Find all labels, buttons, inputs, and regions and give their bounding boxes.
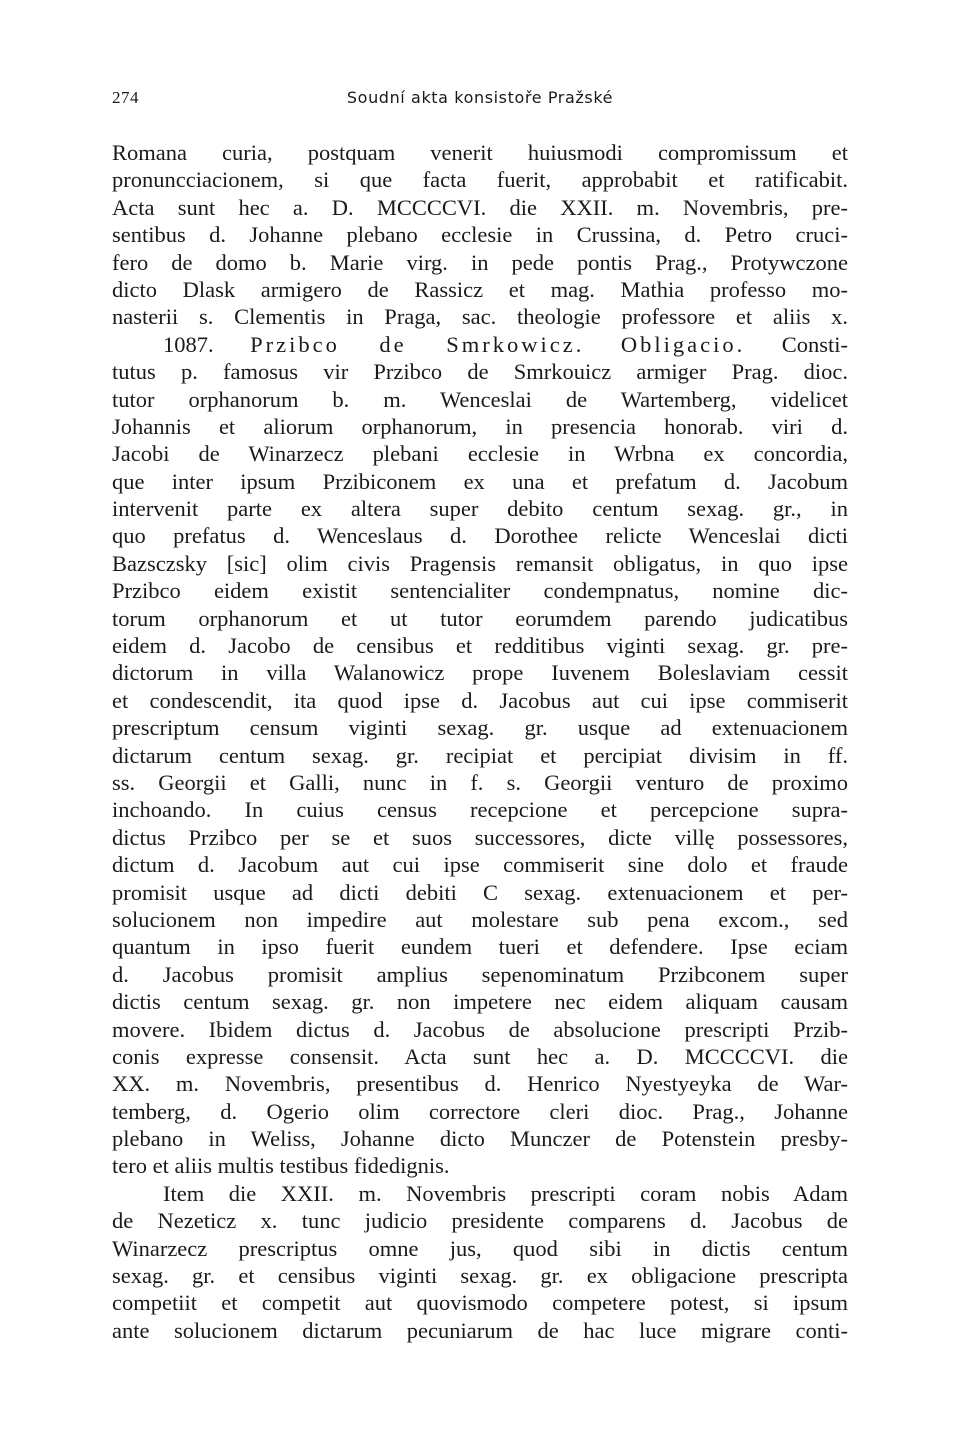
body-text [112, 139, 848, 1344]
text-line: ante solucionem dictarum pecuniarum de hac luce migrare conti- [112, 1317, 848, 1343]
text-line: Jacobi de Winarzecz plebani ecclesie in Wrbna ex concordia, [112, 441, 848, 467]
entry-number: 1087. [163, 331, 214, 357]
text-line: competiit et competit aut quovismodo competere potest, si ipsum [112, 1290, 848, 1316]
entry-heading-line [112, 331, 848, 358]
text-line: ss. Georgii et Galli, nunc in f. s. Georgii venturo de proximo [112, 769, 848, 795]
text-line: Johannis et aliorum orphanorum, in presencia honorab. viri d. [112, 413, 848, 439]
text-line: conis expresse consensit. Acta sunt hec a. D. MCCCCVI. die [112, 1043, 848, 1069]
text-line: Acta sunt hec a. D. MCCCCVI. die XXII. m. Novembris, pre- [112, 194, 848, 220]
text-line: quo prefatus d. Wenceslaus d. Dorothee relicte Wenceslai dicti [112, 523, 848, 549]
text-line: temberg, d. Ogerio olim correctore cleri dioc. Prag., Johanne [112, 1098, 848, 1124]
text-line: dictorum in villa Walanowicz prope Iuvenem Boleslaviam cessit [112, 660, 848, 686]
text-line: fero de domo b. Marie virg. in pede pontis Prag., Protywczone [112, 249, 848, 275]
text-line: XX. m. Novembris, presentibus d. Henrico Nyestyeyka de War- [112, 1071, 848, 1097]
text-line: prescriptum censum viginti sexag. gr. usque ad extenuacionem [112, 715, 848, 741]
text-line: d. Jacobus promisit amplius sepenominatum Przibconem super [112, 961, 848, 987]
text-line: Winarzecz prescriptus omne jus, quod sibi in dictis centum [112, 1235, 848, 1261]
text-line: et condescendit, ita quod ipse d. Jacobus aut cui ipse commiserit [112, 687, 848, 713]
page-header [112, 88, 848, 112]
text-line: Item die XXII. m. Novembris prescripti coram nobis Adam [163, 1180, 848, 1206]
text-line: solucionem non impedire aut molestare sub pena excom., sed [112, 906, 848, 932]
text-line: tero et aliis multis testibus fidedignis. [112, 1153, 450, 1179]
text-line: de Nezeticz x. tunc judicio presidente comparens d. Jacobus de [112, 1208, 848, 1234]
text-line: que inter ipsum Przibiconem ex una et prefatum d. Jacobum [112, 468, 848, 494]
entry-text-start: Consti- [781, 331, 849, 357]
text-line: plebano in Weliss, Johanne dicto Munczer de Potenstein presby- [112, 1126, 848, 1152]
text-line: promisit usque ad dicti debiti C sexag. extenuacionem et per- [112, 879, 848, 905]
text-line: Przibco eidem existit sentencialiter condempnatus, nomine dic- [112, 578, 848, 604]
text-line: nasterii s. Clementis in Praga, sac. theologie professore et aliis x. [112, 304, 848, 330]
text-line: intervenit parte ex altera super debito centum sexag. gr., in [112, 496, 848, 522]
text-line: inchoando. In cuius census recepcione et percepcione supra- [112, 797, 848, 823]
text-line: eidem d. Jacobo de censibus et redditibus viginti sexag. gr. pre- [112, 633, 848, 659]
text-line: quantum in ipso fuerit eundem tueri et defendere. Ipse eciam [112, 934, 848, 960]
text-line: sentibus d. Johanne plebano ecclesie in Crussina, d. Petro cruci- [112, 222, 848, 248]
text-line: dictis centum sexag. gr. non impetere nec eidem aliquam causam [112, 989, 848, 1015]
text-line: Bazsczsky [sic] olim civis Pragensis remansit obligatus, in quo ipse [112, 550, 848, 576]
text-line: dictarum centum sexag. gr. recipiat et percipiat divisim in ff. [112, 742, 848, 768]
text-line: dicto Dlask armigero de Rassicz et mag. Mathia professo mo- [112, 276, 848, 302]
text-line: sexag. gr. et censibus viginti sexag. gr. ex obligacione prescripta [112, 1263, 848, 1289]
text-line: Romana curia, postquam venerit huiusmodi compromissum et [112, 140, 848, 165]
text-line: torum orphanorum et ut tutor eorumdem parendo judicatibus [112, 605, 848, 631]
page-number: 274 [112, 88, 139, 107]
running-title: Soudní akta konsistoře Pražské [346, 88, 614, 107]
entry-name: Przibco de Smrkowicz. [250, 331, 585, 357]
entry-title: Obligacio. [620, 331, 746, 357]
text-line: dictum d. Jacobum aut cui ipse commiserit sine dolo et fraude [112, 852, 848, 878]
text-line: pronuncciacionem, si que facta fuerit, approbabit et ratificabit. [112, 167, 848, 193]
text-line: dictus Przibco per se et suos successores, dicte villę possessores, [112, 824, 848, 850]
text-line: movere. Ibidem dictus d. Jacobus de absolucione prescripti Przib- [112, 1016, 848, 1042]
text-line: tutus p. famosus vir Przibco de Smrkouicz armiger Prag. dioc. [112, 359, 848, 385]
text-line: tutor orphanorum b. m. Wenceslai de Wartemberg, videlicet [112, 386, 848, 412]
